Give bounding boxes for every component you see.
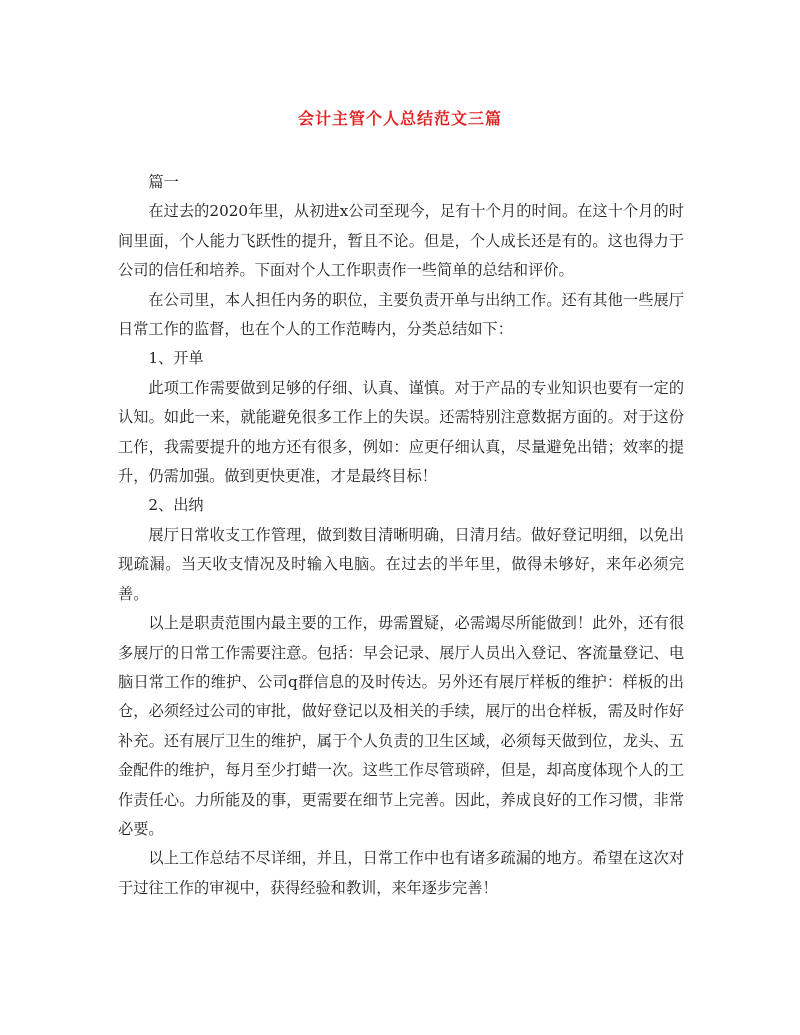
paragraph: 展厅日常收支工作管理，做到数目清晰明确，日清月结。做好登记明细，以免出现疏漏。当天收支情况及时输入电脑。在过去的半年里，做得未够好，来年必须完善。	[118, 525, 684, 603]
document-title: 会计主管个人总结范文三篇	[297, 109, 502, 128]
paragraph: 在过去的2020年里，从初进x公司至现今，足有十个月的时间。在这十个月的时间里面，个人能力飞跃性的提升，暂且不论。但是，个人成长还是有的。这也得力于公司的信任和培养。下面对个人工作职责作一些简单的总结和评价。	[118, 202, 684, 280]
paragraph: 以上工作总结不尽详细，并且，日常工作中也有诸多疏漏的地方。希望在这次对于过往工作的审视中，获得经验和教训，来年逐步完善！	[118, 849, 684, 897]
document-body	[118, 168, 684, 903]
paragraph: 在公司里，本人担任内务的职位，主要负责开单与出纳工作。还有其他一些展厅日常工作的监督，也在个人的工作范畴内，分类总结如下：	[118, 290, 684, 339]
section-heading: 篇一	[148, 173, 179, 191]
paragraph: 此项工作需要做到足够的仔细、认真、谨慎。对于产品的专业知识也要有一定的认知。如此一来，就能避免很多工作上的失误。还需特别注意数据方面的。对于这份工作，我需要提升的地方还有很多，例如：应更仔细认真，尽量避免出错；效率的提升，仍需加强。做到更快更准，才是最终目标！	[118, 378, 684, 486]
subsection-heading: 2、出纳	[148, 496, 204, 515]
paragraph: 以上是职责范围内最主要的工作，毋需置疑，必需竭尽所能做到！此外，还有很多展厅的日常工作需要注意。包括：早会记录、展厅人员出入登记、客流量登记、电脑日常工作的维护、公司q群信息的及时传达。另外还有展厅样板的维护：样板的出仓，必须经过公司的审批，做好登记以及相关的手续，展厅的出仓样板，需及时作好补充。还有展厅卫生的维护，属于个人负责的卫生区域，必须每天做到位，龙头、五金配件的维护，每月至少打蜡一次。这些工作尽管琐碎，但是，却高度体现个人的工作责任心。力所能及的事，更需要在细节上完善。因此，养成良好的工作习惯，非常必要。	[118, 614, 684, 838]
subsection-heading: 1、开单	[148, 349, 204, 368]
